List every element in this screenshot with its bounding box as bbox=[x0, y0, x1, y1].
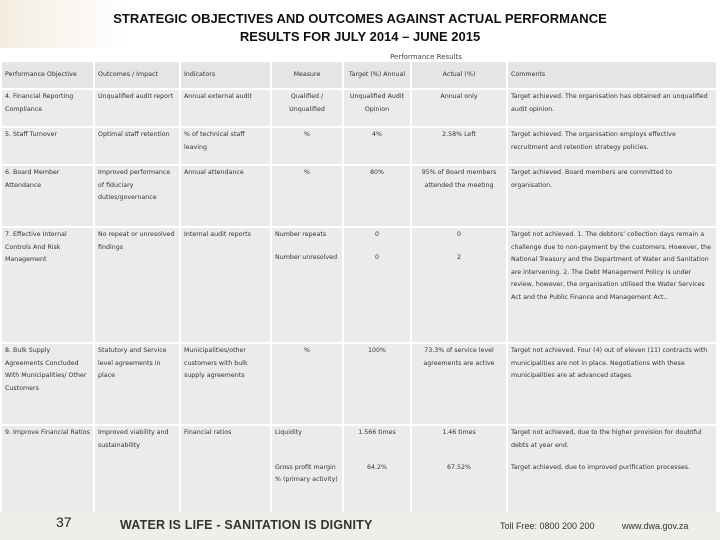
cell-outcomes: Statutory and Service level agreements in place bbox=[95, 344, 181, 424]
cell-outcomes: Improved performance of fiduciary duties/governance bbox=[95, 166, 181, 226]
cell-indicators: Internal audit reports bbox=[181, 228, 272, 342]
header-comments: Comments bbox=[508, 62, 718, 88]
cell-measure: % bbox=[272, 128, 344, 164]
cell-measure: % bbox=[272, 344, 344, 424]
cell-outcomes: No repeat or unresolved findings bbox=[95, 228, 181, 342]
cell-target: 80% bbox=[344, 166, 412, 226]
header-measure: Measure bbox=[272, 62, 344, 88]
cell-measure: % bbox=[272, 166, 344, 226]
table-row bbox=[2, 228, 718, 342]
measure-liquidity: Liquidity bbox=[275, 429, 302, 436]
cell-indicators: % of technical staff leaving bbox=[181, 128, 272, 164]
cell-actual: 73.3% of service level agreements are active bbox=[412, 344, 508, 424]
cell-actual bbox=[412, 228, 508, 342]
cell-comments: Target achieved. Board members are committed to organisation. bbox=[508, 166, 718, 226]
cell-indicators: Municipalities/other customers with bulk supply agreements bbox=[181, 344, 272, 424]
table-row bbox=[2, 90, 718, 126]
cell-comments: Target not achieved. Four (4) out of eleven (11) contracts with municipalities are not in place. Negotiations with these municipalities are at advanced stages. bbox=[508, 344, 718, 424]
table-row bbox=[2, 128, 718, 164]
table-header-row bbox=[2, 62, 718, 88]
cell-measure: Qualified / Unqualified bbox=[272, 90, 344, 126]
cell-comments: Target not achieved. 1. The debtors’ collection days remain a challenge due to non-payment by the customers. However, the National Treasury and the Department of Water and Sanitation are intervening. 2. The Debt Management Policy is under review, however, the organisation utilised the Water Services Act and the Public Finance and Management Act.. bbox=[508, 228, 718, 342]
measure-number-unresolved: Number unresolved bbox=[275, 253, 338, 261]
cell-objective: 6. Board Member Attendance bbox=[2, 166, 95, 226]
header-outcomes: Outcomes / Impact bbox=[95, 62, 181, 88]
header-indicators: Indicators bbox=[181, 62, 272, 88]
header-target: Target (%) Annual bbox=[344, 62, 412, 88]
cell-outcomes: Unqualified audit report bbox=[95, 90, 181, 126]
performance-table bbox=[2, 60, 718, 538]
cell-objective: 9. Improve Financial Ratios bbox=[2, 426, 95, 536]
actual-gross-profit: 67.52% bbox=[446, 463, 471, 471]
cell-outcomes: Improved viability and sustainability bbox=[95, 426, 181, 536]
toll-free-number: Toll Free: 0800 200 200 bbox=[500, 521, 595, 531]
page-title bbox=[100, 10, 620, 46]
cell-comments: Target achieved. The organisation has obtained an unqualified audit opinion. bbox=[508, 90, 718, 126]
cell-actual: Annual only bbox=[412, 90, 508, 126]
performance-results-header: Performance Results bbox=[390, 53, 462, 61]
target-repeats: 0 bbox=[374, 231, 379, 238]
cell-outcomes: Optimal staff retention bbox=[95, 128, 181, 164]
target-unresolved: 0 bbox=[374, 253, 379, 261]
actual-repeats: 0 bbox=[456, 231, 461, 238]
title-line-1: STRATEGIC OBJECTIVES AND OUTCOMES AGAINST ACTUAL PERFORMANCE bbox=[113, 11, 607, 26]
cell-indicators: Financial ratios bbox=[181, 426, 272, 536]
cell-indicators: Annual attendance bbox=[181, 166, 272, 226]
table-row bbox=[2, 166, 718, 226]
cell-objective: 7. Effective Internal Controls And Risk Management bbox=[2, 228, 95, 342]
cell-target: Unqualified Audit Opinion bbox=[344, 90, 412, 126]
cell-objective: 8. Bulk Supply Agreements Concluded With Municipalities/ Other Customers bbox=[2, 344, 95, 424]
cell-objective: 5. Staff Turnover bbox=[2, 128, 95, 164]
actual-unresolved: 2 bbox=[456, 253, 461, 261]
page-number: 37 bbox=[56, 514, 72, 530]
cell-measure bbox=[272, 228, 344, 342]
header-actual: Actual (%) bbox=[412, 62, 508, 88]
measure-number-repeats: Number repeats bbox=[275, 231, 327, 238]
cell-actual: 2.58% Left bbox=[412, 128, 508, 164]
cell-actual: 95% of Board members attended the meeting bbox=[412, 166, 508, 226]
cell-objective: 4. Financial Reporting Compliance bbox=[2, 90, 95, 126]
footer-slogan: WATER IS LIFE - SANITATION IS DIGNITY bbox=[120, 518, 373, 532]
cell-target bbox=[344, 228, 412, 342]
actual-liquidity: 1.46 times bbox=[442, 429, 476, 436]
comment-gross-profit: Target achieved, due to improved purification processes. bbox=[511, 464, 691, 471]
website-link[interactable]: www.dwa.gov.za bbox=[622, 521, 689, 531]
cell-comments: Target achieved. The organisation employs effective recruitment and retention strategy policies. bbox=[508, 128, 718, 164]
cell-target: 4% bbox=[344, 128, 412, 164]
measure-gross-profit: Gross profit margin % (primary activity) bbox=[275, 463, 338, 483]
title-line-2: RESULTS FOR JULY 2014 – JUNE 2015 bbox=[239, 29, 481, 44]
cell-target: 100% bbox=[344, 344, 412, 424]
target-liquidity: 1.566 times bbox=[358, 429, 396, 436]
cell-indicators: Annual external audit bbox=[181, 90, 272, 126]
table-row bbox=[2, 344, 718, 424]
target-gross-profit: 64.2% bbox=[366, 463, 387, 471]
comment-liquidity: Target not achieved, due to the higher provision for doubtful debts at year end. bbox=[511, 429, 702, 449]
header-objective: Performance Objective bbox=[2, 62, 95, 88]
